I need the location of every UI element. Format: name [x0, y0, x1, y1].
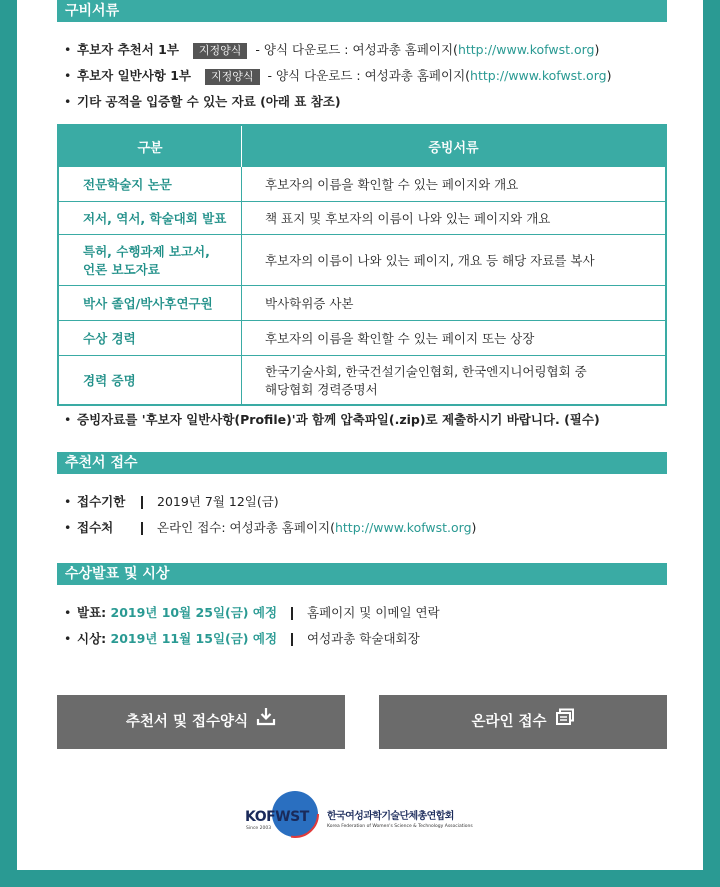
evidence-cell: 후보자의 이름이 나와 있는 페이지, 개요 등 해당 자료를 복사: [242, 235, 667, 286]
kofwst-link[interactable]: http://www.kofwst.org: [334, 520, 472, 535]
button-label: 추천서 및 접수양식: [125, 714, 249, 730]
ceremony-item: [64, 631, 420, 647]
designated-form-badge: 지정양식: [205, 69, 260, 85]
bullet: •: [64, 520, 72, 535]
item-label: 접수처: [77, 520, 114, 535]
kofwst-logo: [245, 790, 477, 838]
announce-item: [64, 605, 440, 621]
item-label: 접수기한: [77, 494, 126, 509]
evidence-cell: 책 표지 및 후보자의 이름이 나와 있는 페이지와 개요: [242, 202, 667, 235]
category-line: 언론 보도자료: [83, 262, 160, 277]
table-row: [58, 286, 666, 321]
item-label: 후보자 추천서 1부: [77, 42, 179, 57]
item-label: 후보자 일반사항 1부: [77, 68, 192, 83]
deadline-value: 2019년 7월 12일(금): [157, 494, 279, 509]
item-text: - 양식 다운로드 : 여성과총 홈페이지(: [267, 68, 471, 83]
evidence-table: [57, 124, 667, 406]
announce-date: 2019년 10월 25일(금) 예정: [110, 605, 278, 620]
evidence-line: 한국기술사회, 한국건설기술인협회, 한국엔지니어링협회 중: [265, 363, 587, 379]
table-row: [58, 202, 666, 235]
category-cell: 전문학술지 논문: [58, 167, 242, 202]
category-cell: 박사 졸업/박사후연구원: [58, 286, 242, 321]
docs-item-3: [64, 94, 341, 110]
submission-note: [64, 412, 600, 428]
download-icon: [256, 695, 276, 749]
docs-item-2: [64, 68, 611, 85]
bullet: •: [64, 494, 72, 509]
window-icon: [555, 695, 575, 749]
online-apply-button[interactable]: [379, 695, 667, 749]
evidence-cell: [242, 356, 667, 405]
evidence-cell: 박사학위증 사본: [242, 286, 667, 321]
logo-korean-name: 한국여성과학기술단체총연합회: [327, 811, 454, 822]
paren: ): [594, 42, 600, 57]
column-header: 증빙서류: [242, 125, 667, 167]
column-header: 구분: [58, 125, 242, 167]
bullet: •: [64, 631, 72, 646]
category-cell: 수상 경력: [58, 321, 242, 356]
table-row: [58, 321, 666, 356]
bullet: •: [64, 68, 72, 83]
section-title: 추천서 접수: [65, 455, 138, 471]
designated-form-badge: 지정양식: [193, 43, 248, 59]
download-forms-button[interactable]: [57, 695, 345, 749]
logo-since: Since 2003: [246, 826, 272, 831]
item-label: 발표:: [77, 605, 111, 620]
submit-place-item: [64, 520, 476, 536]
note-text: 증빙자료를 '후보자 일반사항(Profile)'과 함께 압축파일(.zip)로 제출하시기 바랍니다. (필수): [77, 412, 600, 427]
ceremony-date: 2019년 11월 15일(금) 예정: [110, 631, 278, 646]
button-label: 온라인 접수: [471, 714, 547, 730]
announce-method: 홈페이지 및 이메일 연락: [307, 605, 440, 620]
section-header-docs: [57, 0, 667, 22]
bullet: •: [64, 42, 72, 57]
item-text: - 양식 다운로드 : 여성과총 홈페이지(: [255, 42, 458, 57]
table-row: [58, 356, 666, 405]
item-text: 온라인 접수: 여성과총 홈페이지(: [157, 520, 335, 535]
paren: ): [606, 68, 612, 83]
item-label: 시상:: [77, 631, 111, 646]
table-row: [58, 167, 666, 202]
separator: [291, 633, 293, 646]
category-line: 특허, 수행과제 보고서,: [83, 244, 210, 259]
evidence-cell: 후보자의 이름을 확인할 수 있는 페이지 또는 상장: [242, 321, 667, 356]
ceremony-place: 여성과총 학술대회장: [307, 631, 420, 646]
separator: [141, 496, 143, 509]
bullet: •: [64, 412, 72, 427]
kofwst-link[interactable]: http://www.kofwst.org: [470, 68, 607, 83]
bullet: •: [64, 94, 72, 109]
table-header-row: [58, 125, 666, 167]
deadline-item: [64, 494, 279, 510]
item-label: 기타 공적을 입증할 수 있는 자료 (아래 표 참조): [77, 94, 341, 109]
logo-wordmark: KOFWST: [245, 809, 309, 825]
section-header-award: [57, 563, 667, 585]
separator: [141, 522, 143, 535]
category-cell: 저서, 역서, 학술대회 발표: [58, 202, 242, 235]
kofwst-link[interactable]: http://www.kofwst.org: [457, 42, 595, 57]
section-title: 구비서류: [65, 3, 120, 19]
category-cell: [58, 235, 242, 286]
section-header-submit: [57, 452, 667, 474]
evidence-line: 해당협회 경력증명서: [265, 381, 378, 397]
bullet: •: [64, 605, 72, 620]
table-row: [58, 235, 666, 286]
logo-english-name: Korea Federation of Women's Science & Technology Associations: [327, 824, 473, 829]
separator: [291, 607, 293, 620]
evidence-cell: 후보자의 이름을 확인할 수 있는 페이지와 개요: [242, 167, 667, 202]
paren: ): [471, 520, 477, 535]
docs-item-1: [64, 42, 599, 59]
category-cell: 경력 증명: [58, 356, 242, 405]
section-title: 수상발표 및 시상: [65, 566, 170, 582]
